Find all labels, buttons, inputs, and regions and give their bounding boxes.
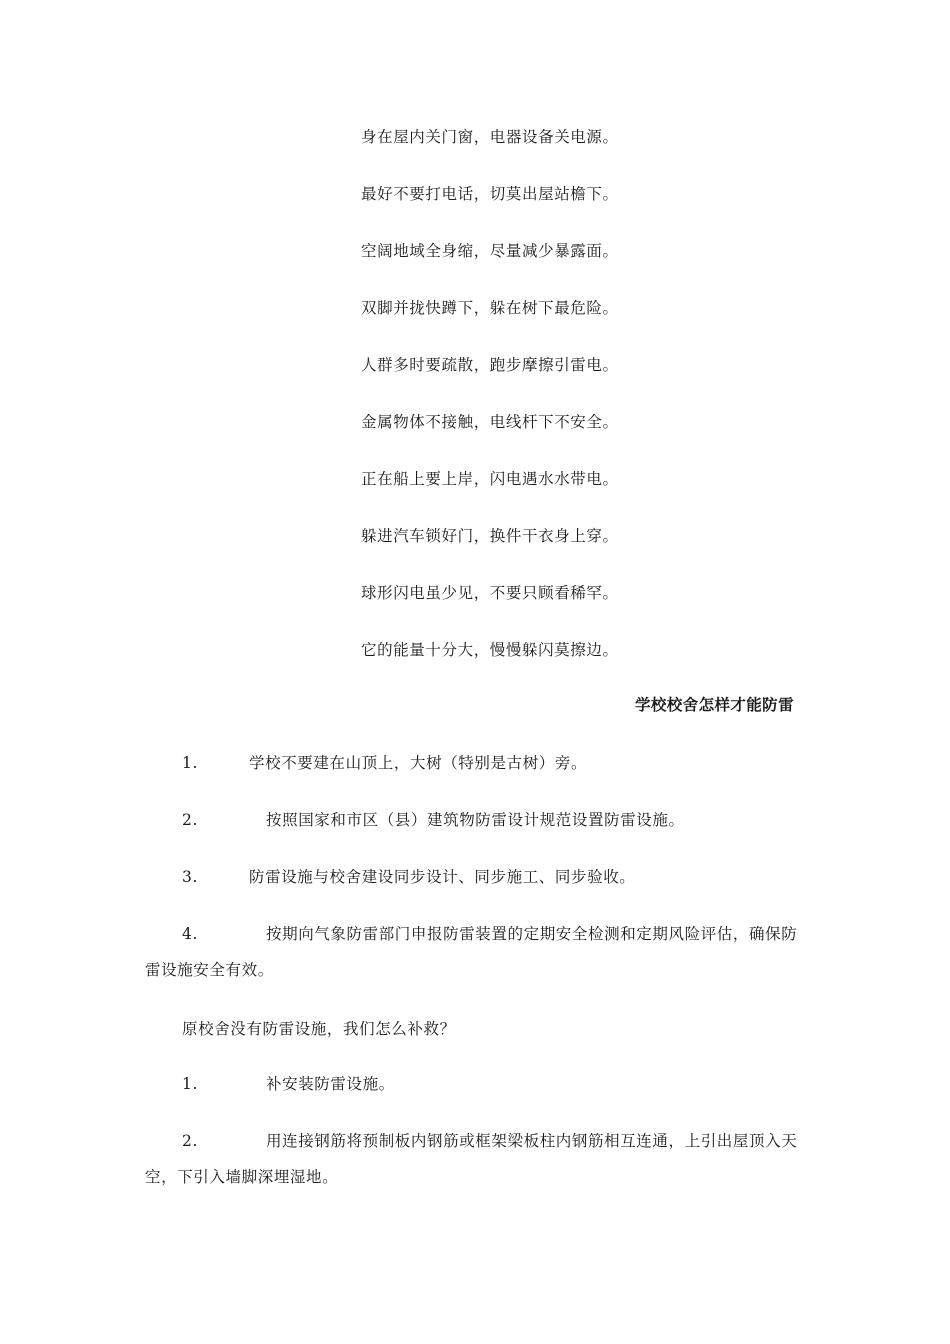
paragraph-question: 原校舍没有防雷设施，我们怎么补救？ <box>182 1020 456 1038</box>
list-item-text: 用连接钢筋将预制板内钢筋或框架梁板柱内钢筋相互连通，上引出屋顶入天空，下引入墙脚深埋湿地。 <box>145 1132 798 1186</box>
list-item-number: 2. <box>182 811 198 829</box>
list-item-text: 学校不要建在山顶上，大树（特别是古树）旁。 <box>249 754 588 772</box>
verse-line: 躲进汽车锁好门，换件干衣身上穿。 <box>361 527 619 545</box>
verse-line: 空阔地域全身缩，尽量减少暴露面。 <box>361 242 619 260</box>
verse-line: 双脚并拢快蹲下，躲在树下最危险。 <box>361 299 619 317</box>
list-item <box>145 745 805 781</box>
verse-line: 球形闪电虽少见，不要只顾看稀罕。 <box>361 584 619 602</box>
verse-line: 人群多时要疏散，跑步摩擦引雷电。 <box>361 356 619 374</box>
section-heading: 学校校舍怎样才能防雷 <box>634 696 794 714</box>
list-item-text: 按照国家和市区（县）建筑物防雷设计规范设置防雷设施。 <box>266 811 685 829</box>
verse-line: 正在船上要上岸，闪电遇水水带电。 <box>361 470 619 488</box>
verse-line: 最好不要打电话，切莫出屋站檐下。 <box>361 185 619 203</box>
list-item-number: 1. <box>182 754 198 772</box>
list-item-text: 补安装防雷设施。 <box>266 1075 395 1093</box>
list-item-number: 3. <box>182 868 198 886</box>
verse-line: 它的能量十分大，慢慢躲闪莫擦边。 <box>361 641 619 659</box>
list-item-text: 防雷设施与校舍建设同步设计、同步施工、同步验收。 <box>249 868 636 886</box>
list-item <box>145 1066 805 1102</box>
list-item-number: 4. <box>182 925 198 943</box>
list-item-number: 2. <box>182 1132 198 1150</box>
list-item-number: 1. <box>182 1075 198 1093</box>
verse-line: 身在屋内关门窗，电器设备关电源。 <box>361 128 619 146</box>
list-item <box>145 916 805 988</box>
list-item-text: 按期向气象防雷部门申报防雷装置的定期安全检测和定期风险评估，确保防雷设施安全有效。 <box>145 925 798 979</box>
verse-line: 金属物体不接触，电线杆下不安全。 <box>361 413 619 431</box>
list-item <box>145 1123 805 1195</box>
list-item <box>145 802 805 838</box>
list-item <box>145 859 805 895</box>
